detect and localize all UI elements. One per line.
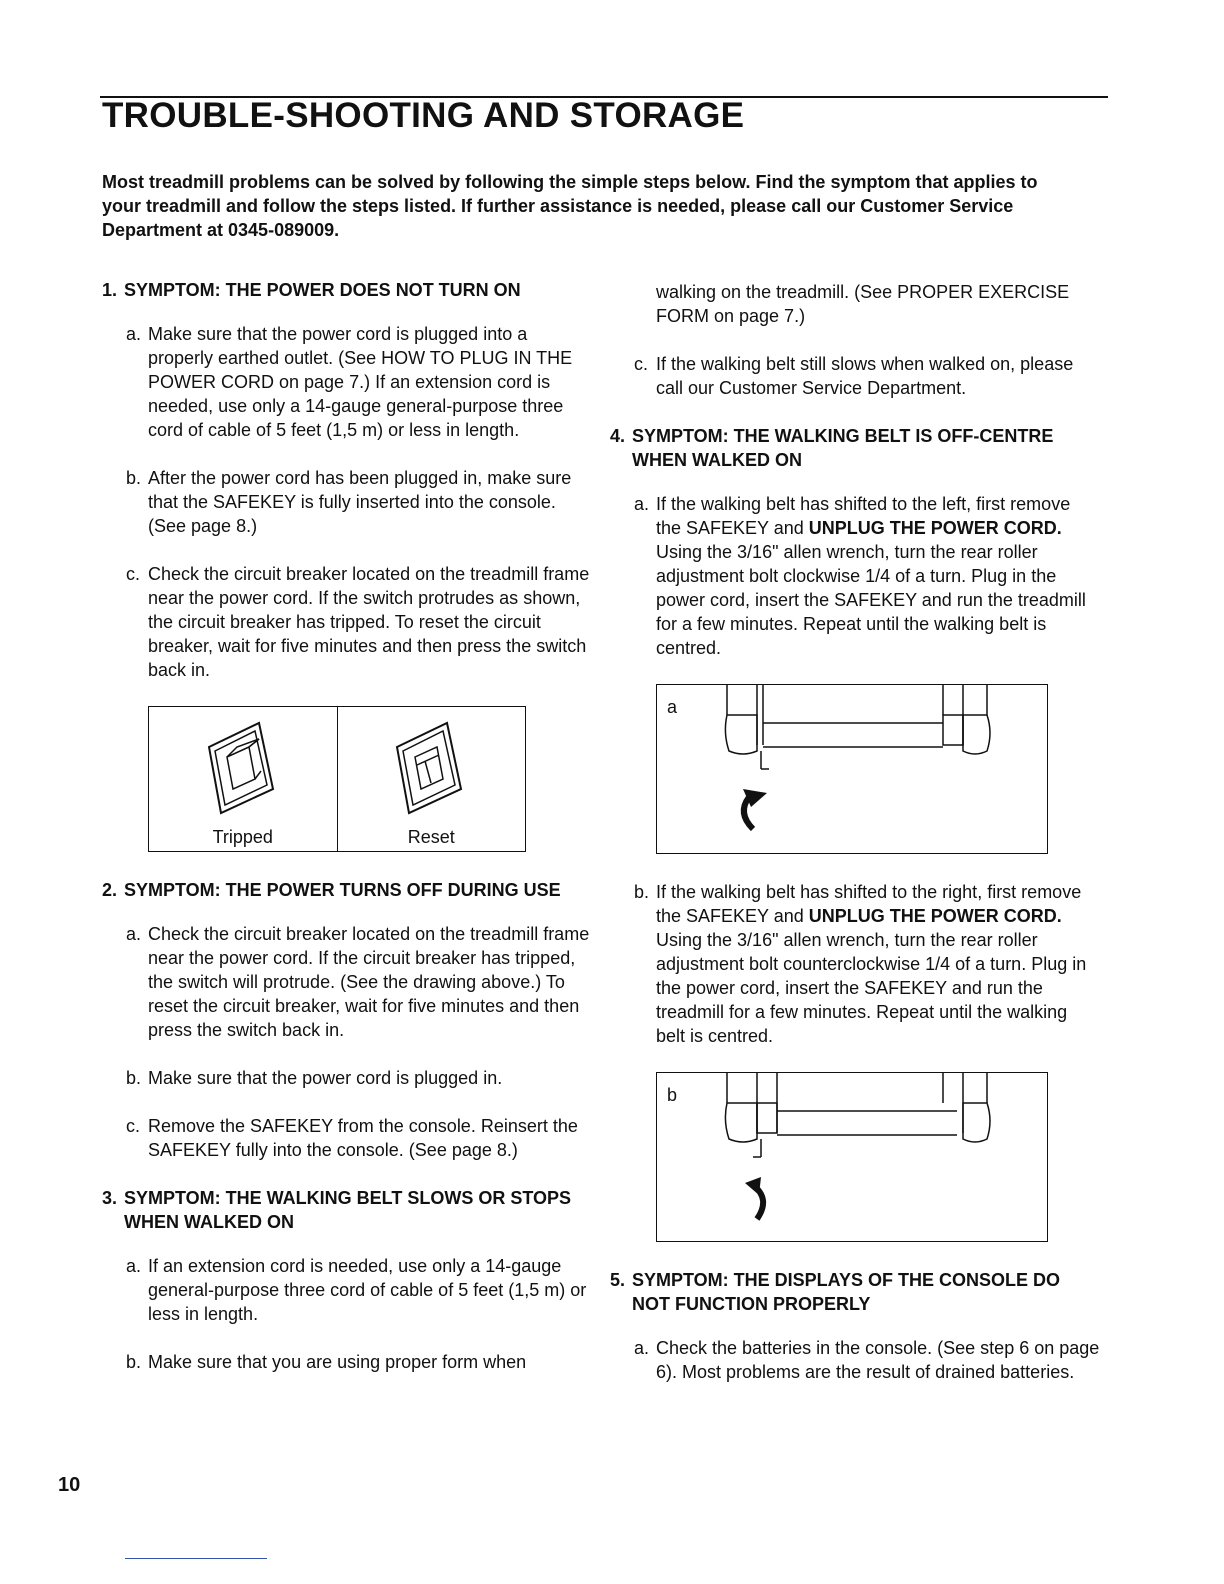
roller-figure-a: [656, 684, 1048, 854]
left-column: [102, 278, 592, 1398]
reset-switch-icon: [391, 717, 471, 817]
symptom-1-heading: 1. SYMPTOM: THE POWER DOES NOT TURN ON: [102, 280, 521, 300]
intro-paragraph: Most treadmill problems can be solved by following the simple steps below. Find the symptom that applies to your treadmill and follow the steps listed. If further assistance is needed, please call our Customer Service Department at 0345-089009.: [102, 172, 1038, 240]
symptom-2-step-c: c. Remove the SAFEKEY from the console. Reinsert the SAFEKEY fully into the console. (See page 8.): [126, 1116, 578, 1160]
tripped-panel: [149, 707, 337, 851]
tripped-caption: Tripped: [212, 827, 273, 847]
reset-caption: Reset: [407, 827, 455, 847]
circuit-breaker-figure: [148, 706, 526, 852]
symptom-3-step-a: a. If an extension cord is needed, use only a 14-gauge general-purpose three cord of cable of 5 feet (1,5 m) or less in length.: [126, 1256, 587, 1324]
figure-b-label: b: [667, 1085, 678, 1105]
figure-a-label: a: [667, 697, 678, 717]
symptom-1-step-b: b. After the power cord has been plugged in, make sure that the SAFEKEY is fully inserted into the console. (See page 8.): [126, 468, 572, 536]
symptom-2-step-b: b. Make sure that the power cord is plugged in.: [126, 1068, 503, 1088]
symptom-4-heading: 4. SYMPTOM: THE WALKING BELT IS OFF-CENTRE WHEN WALKED ON: [610, 426, 1054, 470]
symptom-2-step-a: a. Check the circuit breaker located on the treadmill frame near the power cord. If the circuit breaker has tripped, the switch will protrude. (See the drawing above.) To reset the circuit breaker, wait for five minutes and then press the switch back in.: [126, 924, 590, 1040]
roller-figure-b: [656, 1072, 1048, 1242]
symptom-3-step-c: c. If the walking belt still slows when walked on, please call our Customer Service Department.: [634, 354, 1074, 398]
symptom-3-step-b: b. Make sure that you are using proper form when: [126, 1352, 527, 1372]
footer-rule: [125, 1558, 267, 1559]
reset-panel: [337, 707, 526, 851]
symptom-4-step-b: b. If the walking belt has shifted to the right, first remove the SAFEKEY and UNPLUG THE POWER CORD. Using the 3/16" allen wrench, turn the rear roller adjustment bolt counterclockwise 1/4 of a turn. Plug in the power cord, insert the SAFEKEY and run the treadmill for a few minutes. Repeat until the walking belt is centred.: [634, 882, 1087, 1046]
tripped-switch-icon: [203, 717, 283, 817]
right-column: [610, 280, 1100, 1408]
page-title: TROUBLE-SHOOTING AND STORAGE: [102, 96, 745, 135]
symptom-2-heading: 2. SYMPTOM: THE POWER TURNS OFF DURING USE: [102, 880, 561, 900]
symptom-1-step-c: c. Check the circuit breaker located on the treadmill frame near the power cord. If the switch protrudes as shown, the circuit breaker has tripped. To reset the circuit breaker, wait for five minutes and then press the switch back in.: [126, 564, 590, 680]
symptom-5-step-a: a. Check the batteries in the console. (See step 6 on page 6). Most problems are the result of drained batteries.: [634, 1338, 1100, 1382]
symptom-3-heading: 3. SYMPTOM: THE WALKING BELT SLOWS OR STOPS WHEN WALKED ON: [102, 1188, 572, 1232]
symptom-3-step-b-continued: walking on the treadmill. (See PROPER EXERCISE FORM on page 7.): [656, 282, 1070, 326]
symptom-5-heading: 5. SYMPTOM: THE DISPLAYS OF THE CONSOLE DO NOT FUNCTION PROPERLY: [610, 1270, 1061, 1314]
rear-roller-counterclockwise-drawing: [657, 1073, 1047, 1241]
symptom-1-step-a: a. Make sure that the power cord is plugged into a properly earthed outlet. (See HOW TO PLUG IN THE POWER CORD on page 7.) If an extension cord is needed, use only a 14-gauge general-purpose three cord of cable of 5 feet (1,5 m) or less in length.: [126, 324, 573, 440]
symptom-4-step-a: a. If the walking belt has shifted to the left, first remove the SAFEKEY and UNPLUG THE POWER CORD. Using the 3/16" allen wrench, turn the rear roller adjustment bolt clockwise 1/4 of a turn. Plug in the power cord, insert the SAFEKEY and run the treadmill for a few minutes. Repeat until the walking belt is centred.: [634, 494, 1086, 658]
page-number: 10: [58, 1474, 81, 1496]
rear-roller-clockwise-drawing: [657, 685, 1047, 853]
